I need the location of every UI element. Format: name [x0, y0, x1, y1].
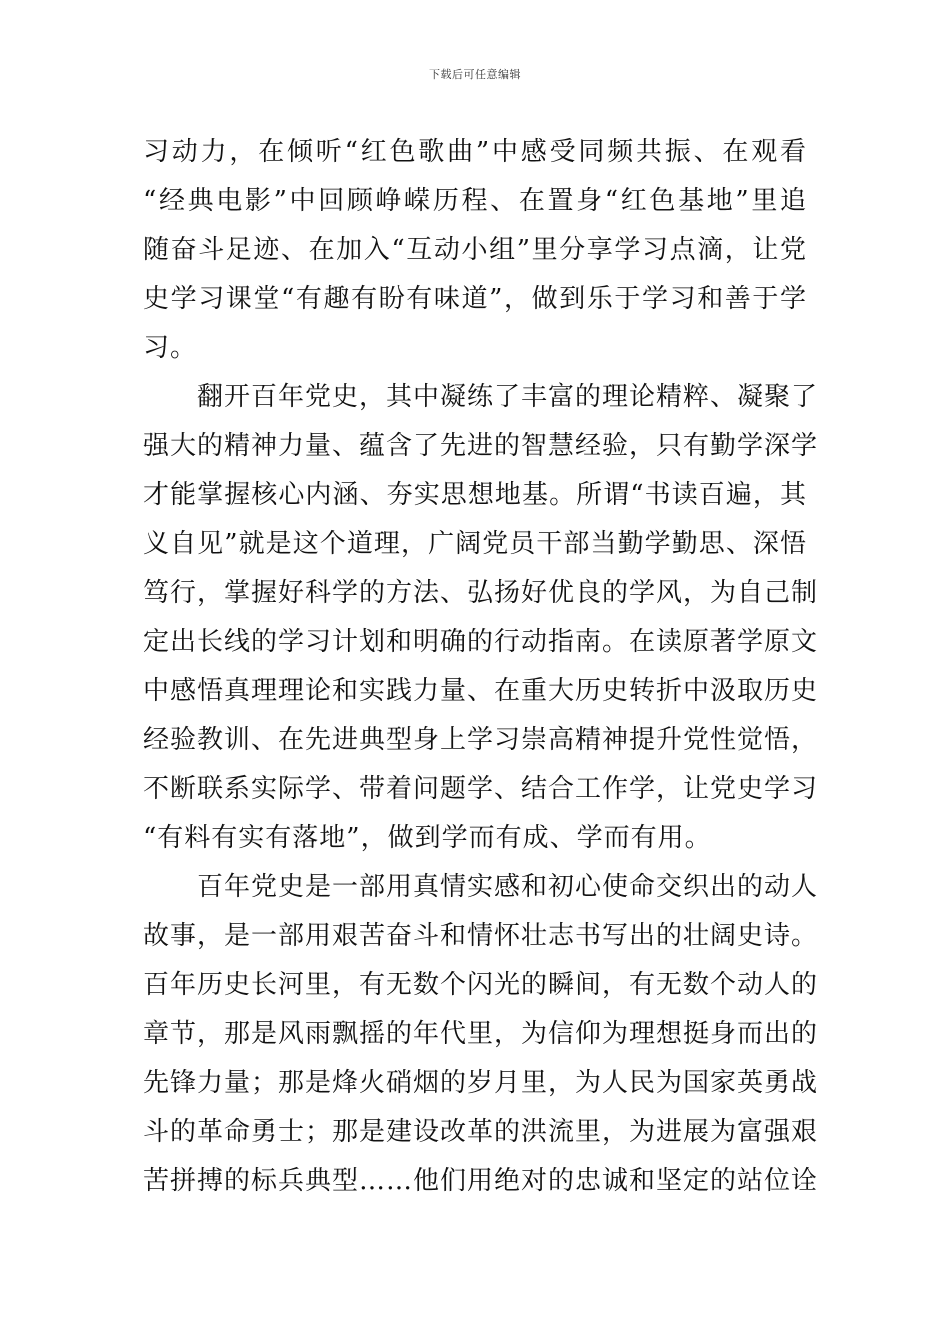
text-line: 斗的革命勇士；那是建设改革的洪流里，为进展为富强艰: [143, 1117, 819, 1147]
text-line: “有料有实有落地”，做到学而有成、学而有用。: [143, 823, 712, 853]
text-line: 史学习课堂“有趣有盼有味道”，做到乐于学习和善于学: [143, 284, 807, 314]
text-line: 习。: [143, 333, 198, 363]
text-line: 强大的精神力量、蕴含了先进的智慧经验，只有勤学深学: [143, 431, 819, 461]
text-line: 定出长线的学习计划和明确的行动指南。在读原著学原文: [143, 627, 819, 657]
paragraph-start-line: 百年党史是一部用真情实感和初心使命交织出的动人: [197, 872, 819, 902]
document-body: [143, 128, 819, 1206]
text-line: 经验教训、在先进典型身上学习崇高精神提升党性觉悟，: [143, 725, 819, 755]
paragraph-start-line: 翻开百年党史，其中凝练了丰富的理论精粹、凝聚了: [197, 382, 819, 412]
header-note: 下载后可任意编辑: [429, 68, 521, 81]
text-line: 中感悟真理理论和实践力量、在重大历史转折中汲取历史: [143, 676, 819, 706]
text-line: 随奋斗足迹、在加入“互动小组”里分享学习点滴，让党: [143, 235, 807, 265]
text-line: 苦拼搏的标兵典型……他们用绝对的忠诚和坚定的站位诠: [143, 1166, 819, 1196]
text-line: 百年历史长河里，有无数个闪光的瞬间，有无数个动人的: [143, 970, 819, 1000]
text-line: 才能掌握核心内涵、夯实思想地基。所谓“书读百遍，其: [143, 480, 807, 510]
text-line: “经典电影”中回顾峥嵘历程、在置身“红色基地”里追: [143, 186, 807, 216]
text-line: 习动力，在倾听“红色歌曲”中感受同频共振、在观看: [143, 137, 807, 167]
text-line: 义自见”就是这个道理，广阔党员干部当勤学勤思、深悟: [143, 529, 807, 559]
text-line: 故事，是一部用艰苦奋斗和情怀壮志书写出的壮阔史诗。: [143, 921, 819, 951]
text-line: 不断联系实际学、带着问题学、结合工作学，让党史学习: [143, 774, 819, 804]
text-line: 章节，那是风雨飘摇的年代里，为信仰为理想挺身而出的: [143, 1019, 819, 1049]
text-line: 先锋力量；那是烽火硝烟的岁月里，为人民为国家英勇战: [143, 1068, 819, 1098]
text-line: 笃行，掌握好科学的方法、弘扬好优良的学风，为自己制: [143, 578, 819, 608]
